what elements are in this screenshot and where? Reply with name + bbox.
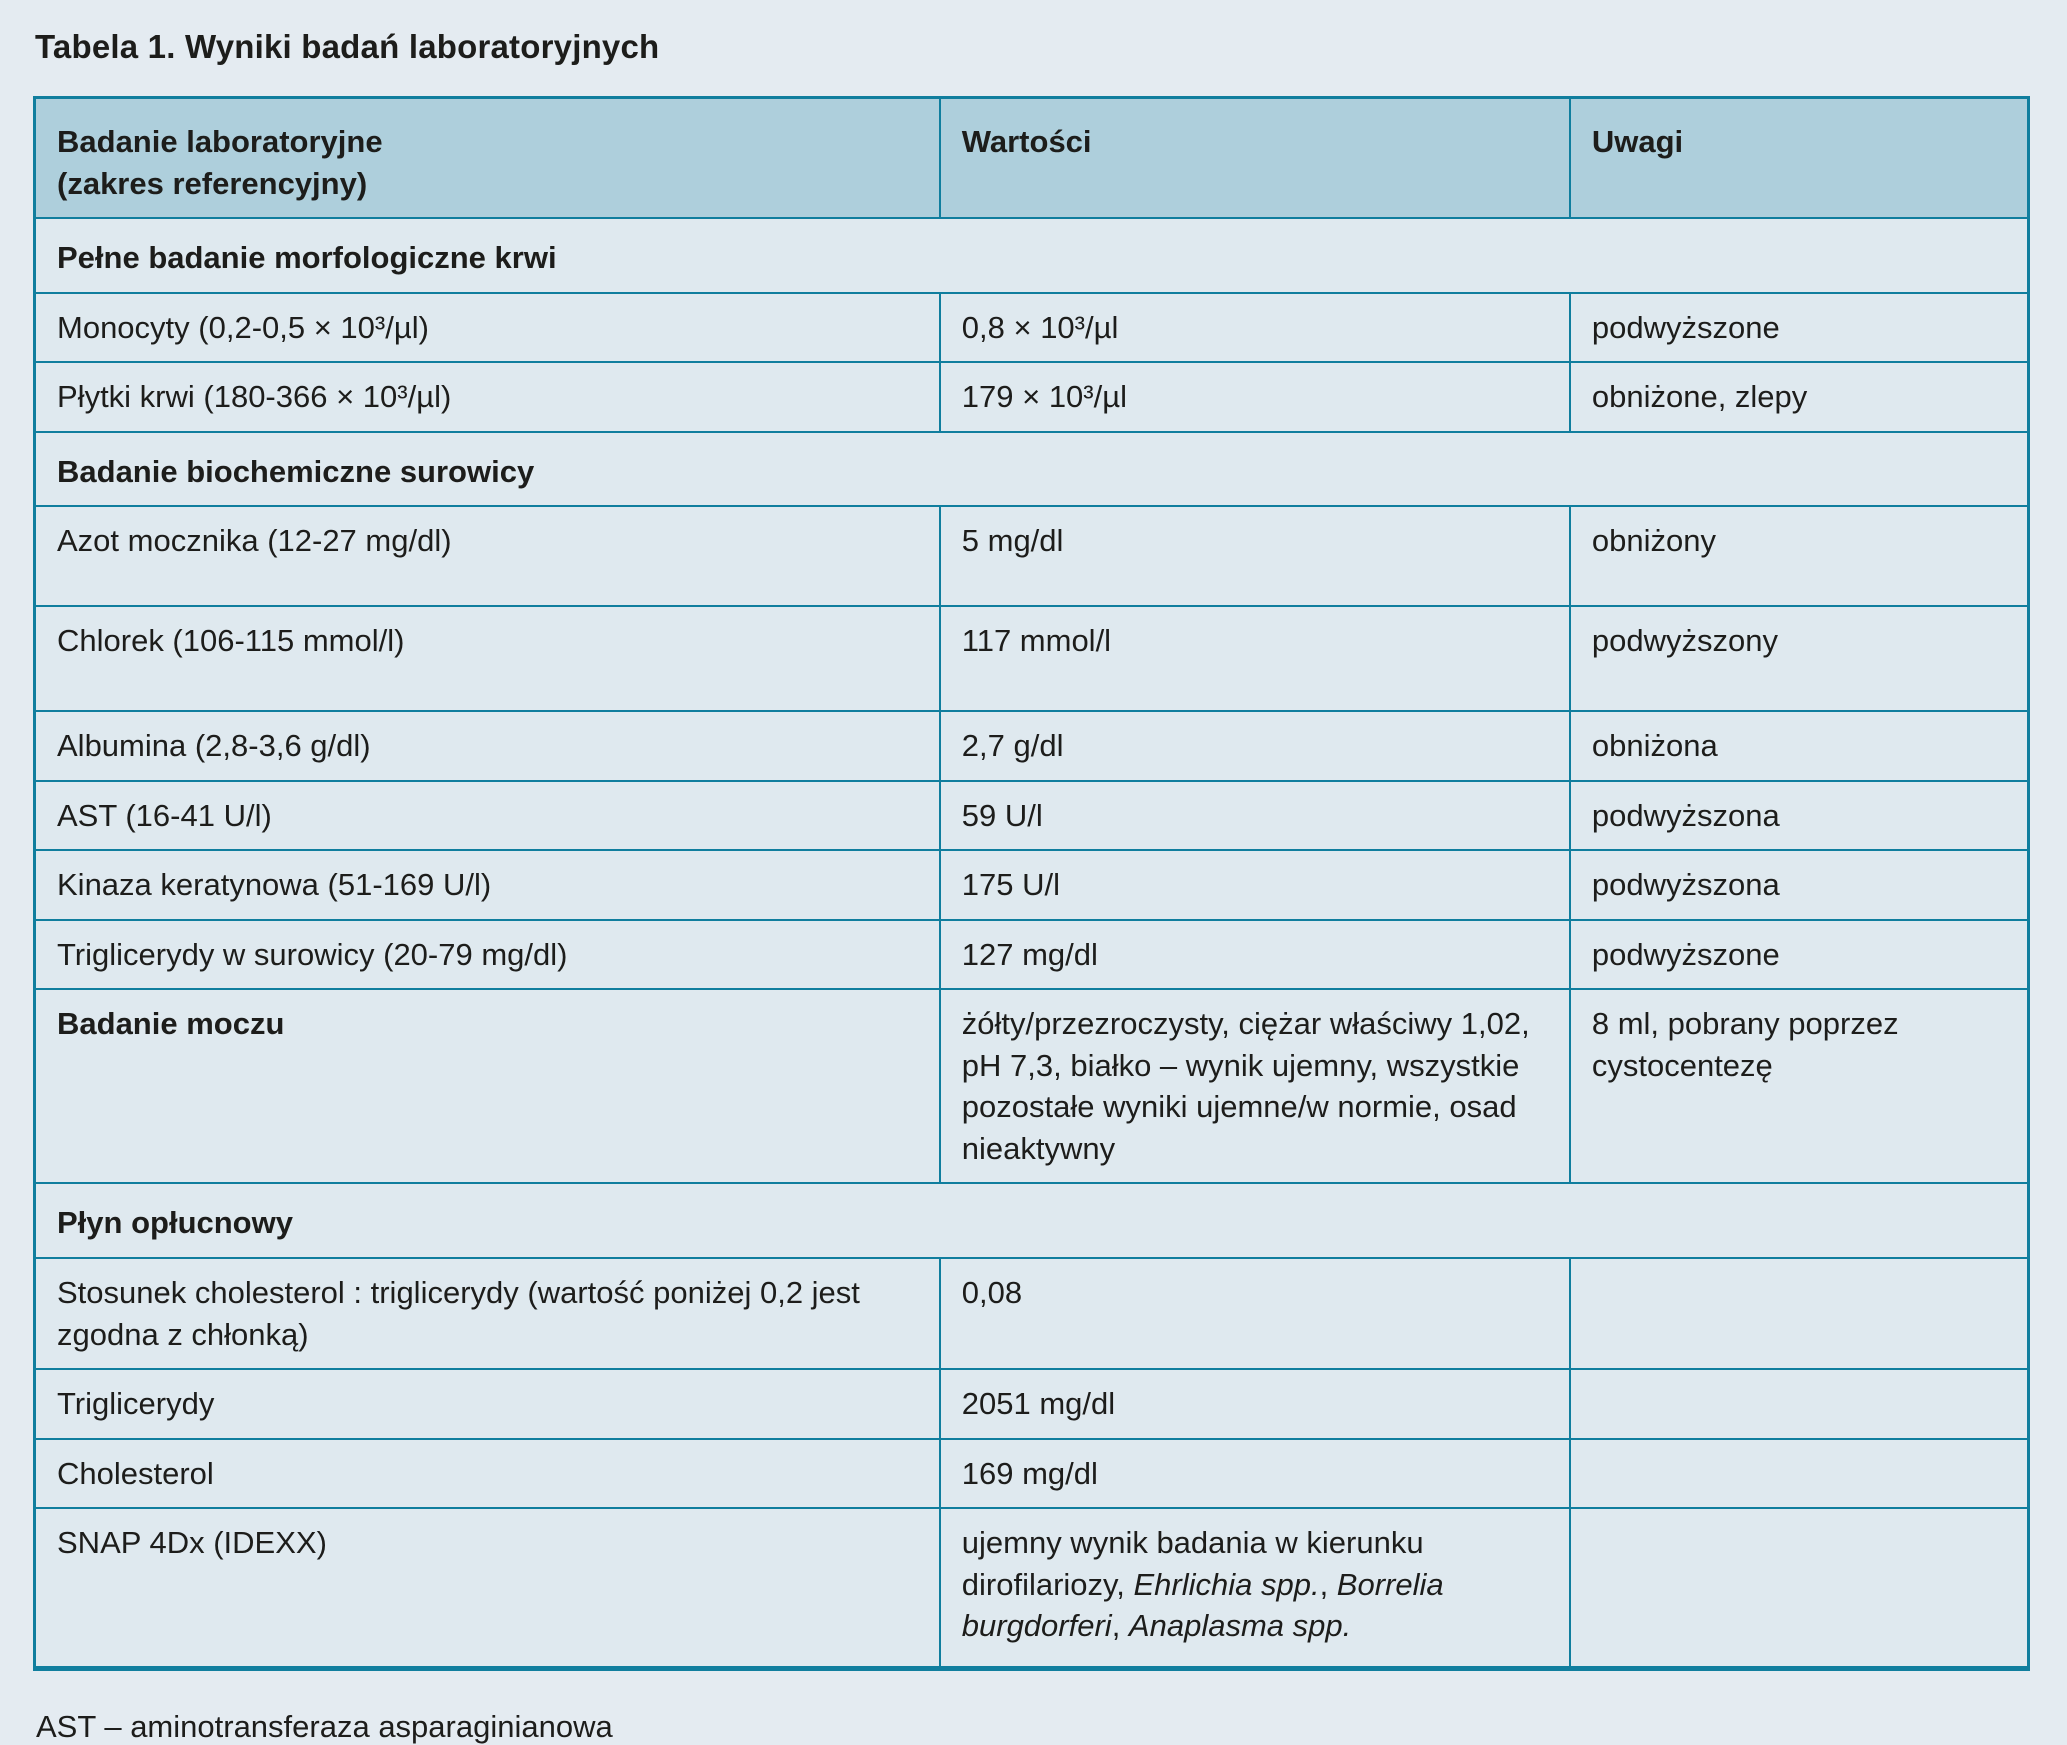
test-cell: Badanie moczu: [35, 989, 940, 1183]
test-cell: Azot mocznika (12-27 mg/dl): [35, 506, 940, 606]
section-label: Płyn opłucnowy: [35, 1183, 2029, 1258]
test-cell: Monocyty (0,2-0,5 × 10³/µl): [35, 293, 940, 363]
note-cell: podwyższone: [1570, 293, 2029, 363]
section-label: Pełne badanie morfologiczne krwi: [35, 218, 2029, 293]
species-name: Borrelia burgdorferi: [961, 1566, 1444, 1644]
note-cell: [1570, 1439, 2029, 1509]
section-row-serum-biochemistry: [35, 432, 2029, 507]
value-cell: 0,8 × 10³/µl: [940, 293, 1570, 363]
section-label: Badanie biochemiczne surowicy: [35, 432, 2029, 507]
note-cell: podwyższona: [1570, 850, 2029, 920]
note-cell: obniżony: [1570, 506, 2029, 606]
value-cell: żółty/przezroczysty, ciężar właściwy 1,02, pH 7,3, białko – wynik ujemny, wszystkie pozostałe wyniki ujemne/w normie, osad nieaktywny: [940, 989, 1570, 1183]
test-cell: Stosunek cholesterol : triglicerydy (wartość poniżej 0,2 jest zgodna z chłonką): [35, 1258, 940, 1369]
test-cell: SNAP 4Dx (IDEXX): [35, 1508, 940, 1668]
value-cell: 2051 mg/dl: [940, 1369, 1570, 1439]
table-footnote: AST – aminotransferaza asparaginianowa: [36, 1708, 613, 1744]
test-cell: Triglicerydy: [35, 1369, 940, 1439]
section-row-pleural-fluid: [35, 1183, 2029, 1258]
test-cell: Kinaza keratynowa (51-169 U/l): [35, 850, 940, 920]
value-cell: 117 mmol/l: [940, 606, 1570, 711]
value-cell: 2,7 g/dl: [940, 711, 1570, 781]
table-row: [35, 920, 2029, 990]
table-row: [35, 850, 2029, 920]
lab-results-table: [33, 96, 2030, 1671]
table-row: [35, 1258, 2029, 1369]
value-cell: 127 mg/dl: [940, 920, 1570, 990]
note-cell: podwyższone: [1570, 920, 2029, 990]
note-cell: 8 ml, pobrany poprzez cystocentezę: [1570, 989, 2029, 1183]
value-cell: 179 × 10³/µl: [940, 362, 1570, 432]
table-caption: Tabela 1. Wyniki badań laboratoryjnych: [35, 28, 660, 65]
note-cell: obniżone, zlepy: [1570, 362, 2029, 432]
test-cell: Płytki krwi (180-366 × 10³/µl): [35, 362, 940, 432]
value-cell: 175 U/l: [940, 850, 1570, 920]
note-cell: podwyższony: [1570, 606, 2029, 711]
test-cell: Triglicerydy w surowicy (20-79 mg/dl): [35, 920, 940, 990]
header-row: [35, 98, 2029, 219]
test-cell: Cholesterol: [35, 1439, 940, 1509]
test-cell: Albumina (2,8-3,6 g/dl): [35, 711, 940, 781]
value-cell: ujemny wynik badania w kierunku dirofilariozy, Ehrlichia spp., Borrelia burgdorferi, Anaplasma spp.: [940, 1508, 1570, 1668]
header-test-line2: (zakres referencyjny): [57, 165, 368, 201]
section-row-cbc: [35, 218, 2029, 293]
species-name: Anaplasma spp.: [1128, 1608, 1352, 1644]
table-row-urinalysis: [35, 989, 2029, 1183]
note-cell: [1570, 1508, 2029, 1668]
table-row: [35, 781, 2029, 851]
value-cell: 169 mg/dl: [940, 1439, 1570, 1509]
table-header: [35, 98, 2029, 219]
value-cell: 59 U/l: [940, 781, 1570, 851]
value-cell: 0,08: [940, 1258, 1570, 1369]
table-row-snap-4dx: [35, 1508, 2029, 1668]
header-cell-notes: Uwagi: [1570, 98, 2029, 219]
table-row: [35, 1369, 2029, 1439]
table-row: [35, 362, 2029, 432]
table-row: [35, 1439, 2029, 1509]
value-cell: 5 mg/dl: [940, 506, 1570, 606]
note-cell: podwyższona: [1570, 781, 2029, 851]
header-test-line1: Badanie laboratoryjne: [57, 124, 383, 159]
header-cell-values: Wartości: [940, 98, 1570, 219]
snap-result-text: ujemny wynik badania w kierunku dirofilariozy,: [961, 1525, 1424, 1602]
note-cell: obniżona: [1570, 711, 2029, 781]
note-cell: [1570, 1369, 2029, 1439]
note-cell: [1570, 1258, 2029, 1369]
table-row: [35, 606, 2029, 711]
table-row: [35, 293, 2029, 363]
test-cell: AST (16-41 U/l): [35, 781, 940, 851]
test-cell: Chlorek (106-115 mmol/l): [35, 606, 940, 711]
table-row: [35, 506, 2029, 606]
table-row: [35, 711, 2029, 781]
species-name: Ehrlichia spp.: [1133, 1566, 1320, 1602]
header-cell-test: [35, 98, 940, 219]
